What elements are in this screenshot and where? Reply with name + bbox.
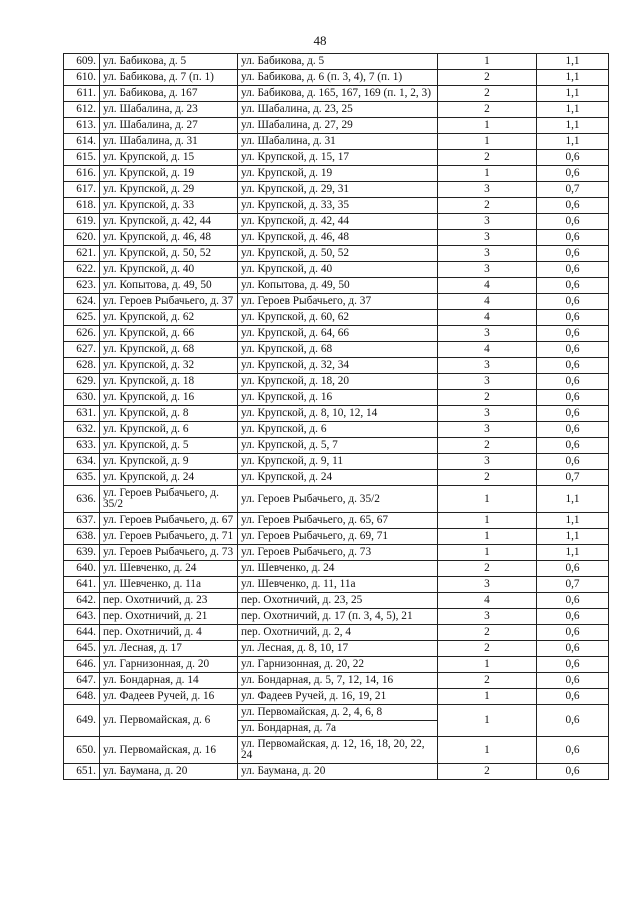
row-number: 620. — [64, 230, 100, 246]
row-number: 636. — [64, 486, 100, 513]
table-row — [64, 342, 609, 358]
row-number: 609. — [64, 54, 100, 70]
site-address: ул. Шабалина, д. 31 — [100, 134, 238, 150]
row-number: 640. — [64, 561, 100, 577]
count-value: 2 — [438, 673, 537, 689]
coefficient-value: 1,1 — [537, 70, 609, 86]
site-address: ул. Крупской, д. 66 — [100, 326, 238, 342]
count-value: 2 — [438, 70, 537, 86]
count-value: 3 — [438, 577, 537, 593]
row-number: 650. — [64, 737, 100, 764]
row-number: 649. — [64, 705, 100, 737]
site-address: ул. Крупской, д. 19 — [100, 166, 238, 182]
table-row — [64, 545, 609, 561]
table-row — [64, 513, 609, 529]
served-houses: ул. Героев Рыбачьего, д. 35/2 — [238, 486, 438, 513]
count-value: 4 — [438, 593, 537, 609]
page-number: 48 — [313, 33, 327, 48]
site-address: ул. Копытова, д. 49, 50 — [100, 278, 238, 294]
site-address: ул. Шабалина, д. 27 — [100, 118, 238, 134]
row-number: 641. — [64, 577, 100, 593]
count-value: 3 — [438, 230, 537, 246]
coefficient-value: 1,1 — [537, 529, 609, 545]
coefficient-value: 0,6 — [537, 310, 609, 326]
row-number: 629. — [64, 374, 100, 390]
served-houses: пер. Охотничий, д. 2, 4 — [238, 625, 438, 641]
served-houses-entry: ул. Первомайская, д. 2, 4, 6, 8 — [241, 706, 383, 718]
row-number: 630. — [64, 390, 100, 406]
site-address: ул. Фадеев Ручей, д. 16 — [100, 689, 238, 705]
coefficient-value: 0,6 — [537, 230, 609, 246]
table-row — [64, 374, 609, 390]
site-address: ул. Шевченко, д. 11а — [100, 577, 238, 593]
site-address: ул. Крупской, д. 18 — [100, 374, 238, 390]
coefficient-value: 0,6 — [537, 609, 609, 625]
table-row — [64, 326, 609, 342]
row-number: 621. — [64, 246, 100, 262]
served-houses: ул. Крупской, д. 33, 35 — [238, 198, 438, 214]
site-address: ул. Бондарная, д. 14 — [100, 673, 238, 689]
row-number: 644. — [64, 625, 100, 641]
site-address: ул. Крупской, д. 32 — [100, 358, 238, 374]
row-number: 615. — [64, 150, 100, 166]
site-address: ул. Баумана, д. 20 — [100, 764, 238, 780]
served-houses: ул. Первомайская, д. 12, 16, 18, 20, 22, 24 — [238, 737, 438, 764]
coefficient-value: 0,6 — [537, 278, 609, 294]
count-value: 3 — [438, 214, 537, 230]
row-number: 616. — [64, 166, 100, 182]
count-value: 2 — [438, 86, 537, 102]
count-value: 2 — [438, 390, 537, 406]
count-value: 1 — [438, 166, 537, 182]
coefficient-value: 0,6 — [537, 390, 609, 406]
row-number: 632. — [64, 422, 100, 438]
row-number: 614. — [64, 134, 100, 150]
served-houses: ул. Крупской, д. 40 — [238, 262, 438, 278]
served-houses: ул. Крупской, д. 16 — [238, 390, 438, 406]
coefficient-value: 0,6 — [537, 641, 609, 657]
row-number: 624. — [64, 294, 100, 310]
count-value: 1 — [438, 529, 537, 545]
site-address: ул. Героев Рыбачьего, д. 35/2 — [100, 486, 238, 513]
site-address: ул. Крупской, д. 15 — [100, 150, 238, 166]
count-value: 1 — [438, 486, 537, 513]
row-number: 639. — [64, 545, 100, 561]
served-houses: ул. Бабикова, д. 5 — [238, 54, 438, 70]
served-houses-entry: ул. Бондарная, д. 7а — [238, 720, 437, 736]
coefficient-value: 0,6 — [537, 737, 609, 764]
count-value: 2 — [438, 470, 537, 486]
coefficient-value: 0,6 — [537, 593, 609, 609]
table-row — [64, 689, 609, 705]
count-value: 2 — [438, 561, 537, 577]
site-address: ул. Крупской, д. 46, 48 — [100, 230, 238, 246]
served-houses: ул. Героев Рыбачьего, д. 65, 67 — [238, 513, 438, 529]
served-houses: ул. Героев Рыбачьего, д. 37 — [238, 294, 438, 310]
row-number: 638. — [64, 529, 100, 545]
served-houses: ул. Бабикова, д. 165, 167, 169 (п. 1, 2, 3) — [238, 86, 438, 102]
served-houses: ул. Крупской, д. 15, 17 — [238, 150, 438, 166]
table-row — [64, 214, 609, 230]
site-address: ул. Первомайская, д. 6 — [100, 705, 238, 737]
count-value: 3 — [438, 609, 537, 625]
row-number: 642. — [64, 593, 100, 609]
table-row — [64, 230, 609, 246]
served-houses: ул. Копытова, д. 49, 50 — [238, 278, 438, 294]
count-value: 2 — [438, 150, 537, 166]
coefficient-value: 0,6 — [537, 625, 609, 641]
row-number: 633. — [64, 438, 100, 454]
served-houses: ул. Шабалина, д. 27, 29 — [238, 118, 438, 134]
site-address: пер. Охотничий, д. 23 — [100, 593, 238, 609]
site-address: ул. Героев Рыбачьего, д. 67 — [100, 513, 238, 529]
served-houses: ул. Крупской, д. 24 — [238, 470, 438, 486]
table-row — [64, 593, 609, 609]
coefficient-value: 0,7 — [537, 470, 609, 486]
count-value: 1 — [438, 705, 537, 737]
count-value: 1 — [438, 134, 537, 150]
table-row — [64, 673, 609, 689]
table-row — [64, 262, 609, 278]
count-value: 4 — [438, 294, 537, 310]
table-row — [64, 486, 609, 513]
address-table-body — [64, 54, 609, 780]
table-row — [64, 577, 609, 593]
site-address: ул. Бабикова, д. 167 — [100, 86, 238, 102]
row-number: 613. — [64, 118, 100, 134]
served-houses: ул. Героев Рыбачьего, д. 73 — [238, 545, 438, 561]
served-houses: ул. Крупской, д. 64, 66 — [238, 326, 438, 342]
row-number: 648. — [64, 689, 100, 705]
site-address: пер. Охотничий, д. 4 — [100, 625, 238, 641]
coefficient-value: 0,6 — [537, 342, 609, 358]
served-houses: ул. Крупской, д. 50, 52 — [238, 246, 438, 262]
coefficient-value: 1,1 — [537, 545, 609, 561]
row-number: 611. — [64, 86, 100, 102]
count-value: 3 — [438, 454, 537, 470]
row-number: 635. — [64, 470, 100, 486]
table-row — [64, 737, 609, 764]
served-houses: ул. Гарнизонная, д. 20, 22 — [238, 657, 438, 673]
table-row — [64, 118, 609, 134]
coefficient-value: 0,6 — [537, 214, 609, 230]
served-houses: пер. Охотничий, д. 17 (п. 3, 4, 5), 21 — [238, 609, 438, 625]
count-value: 3 — [438, 326, 537, 342]
site-address: ул. Крупской, д. 50, 52 — [100, 246, 238, 262]
coefficient-value: 0,6 — [537, 358, 609, 374]
row-number: 647. — [64, 673, 100, 689]
coefficient-value: 0,6 — [537, 246, 609, 262]
coefficient-value: 0,6 — [537, 294, 609, 310]
served-houses: ул. Крупской, д. 42, 44 — [238, 214, 438, 230]
coefficient-value: 0,6 — [537, 657, 609, 673]
coefficient-value: 0,6 — [537, 406, 609, 422]
row-number: 627. — [64, 342, 100, 358]
site-address: ул. Крупской, д. 8 — [100, 406, 238, 422]
served-houses: ул. Бондарная, д. 5, 7, 12, 14, 16 — [238, 673, 438, 689]
row-number: 631. — [64, 406, 100, 422]
site-address: ул. Бабикова, д. 7 (п. 1) — [100, 70, 238, 86]
coefficient-value: 0,6 — [537, 705, 609, 737]
row-number: 610. — [64, 70, 100, 86]
served-houses: ул. Крупской, д. 29, 31 — [238, 182, 438, 198]
count-value: 3 — [438, 358, 537, 374]
row-number: 625. — [64, 310, 100, 326]
table-row — [64, 278, 609, 294]
row-number: 612. — [64, 102, 100, 118]
coefficient-value: 1,1 — [537, 486, 609, 513]
count-value: 2 — [438, 625, 537, 641]
coefficient-value: 1,1 — [537, 134, 609, 150]
table-row — [64, 54, 609, 70]
row-number: 637. — [64, 513, 100, 529]
table-row — [64, 561, 609, 577]
site-address: ул. Крупской, д. 62 — [100, 310, 238, 326]
table-row — [64, 70, 609, 86]
count-value: 3 — [438, 262, 537, 278]
site-address: ул. Крупской, д. 42, 44 — [100, 214, 238, 230]
served-houses: ул. Бабикова, д. 6 (п. 3, 4), 7 (п. 1) — [238, 70, 438, 86]
site-address: ул. Гарнизонная, д. 20 — [100, 657, 238, 673]
table-row — [64, 705, 609, 737]
row-number: 626. — [64, 326, 100, 342]
served-houses: ул. Лесная, д. 8, 10, 17 — [238, 641, 438, 657]
row-number: 617. — [64, 182, 100, 198]
served-houses: ул. Крупской, д. 5, 7 — [238, 438, 438, 454]
served-houses: ул. Крупской, д. 32, 34 — [238, 358, 438, 374]
row-number: 651. — [64, 764, 100, 780]
table-row — [64, 529, 609, 545]
coefficient-value: 0,6 — [537, 438, 609, 454]
table-row — [64, 764, 609, 780]
count-value: 4 — [438, 310, 537, 326]
site-address: ул. Крупской, д. 6 — [100, 422, 238, 438]
coefficient-value: 1,1 — [537, 54, 609, 70]
served-houses: ул. Крупской, д. 60, 62 — [238, 310, 438, 326]
coefficient-value: 0,6 — [537, 454, 609, 470]
site-address: ул. Крупской, д. 29 — [100, 182, 238, 198]
coefficient-value: 0,6 — [537, 689, 609, 705]
row-number: 645. — [64, 641, 100, 657]
count-value: 3 — [438, 182, 537, 198]
table-row — [64, 625, 609, 641]
coefficient-value: 0,6 — [537, 326, 609, 342]
site-address: ул. Крупской, д. 24 — [100, 470, 238, 486]
table-row — [64, 198, 609, 214]
address-table — [63, 53, 609, 780]
table-row — [64, 310, 609, 326]
coefficient-value: 0,6 — [537, 561, 609, 577]
coefficient-value: 0,7 — [537, 577, 609, 593]
count-value: 3 — [438, 406, 537, 422]
coefficient-value: 0,6 — [537, 422, 609, 438]
table-row — [64, 422, 609, 438]
coefficient-value: 0,6 — [537, 198, 609, 214]
served-houses: ул. Шабалина, д. 31 — [238, 134, 438, 150]
table-row — [64, 609, 609, 625]
coefficient-value: 1,1 — [537, 118, 609, 134]
site-address: ул. Героев Рыбачьего, д. 73 — [100, 545, 238, 561]
count-value: 1 — [438, 689, 537, 705]
row-number: 643. — [64, 609, 100, 625]
coefficient-value: 1,1 — [537, 513, 609, 529]
count-value: 4 — [438, 278, 537, 294]
coefficient-value: 0,6 — [537, 374, 609, 390]
count-value: 2 — [438, 102, 537, 118]
site-address: ул. Героев Рыбачьего, д. 37 — [100, 294, 238, 310]
count-value: 3 — [438, 374, 537, 390]
site-address: ул. Бабикова, д. 5 — [100, 54, 238, 70]
coefficient-value: 0,6 — [537, 673, 609, 689]
table-row — [64, 86, 609, 102]
row-number: 622. — [64, 262, 100, 278]
table-row — [64, 166, 609, 182]
site-address: ул. Героев Рыбачьего, д. 71 — [100, 529, 238, 545]
coefficient-value: 0,6 — [537, 764, 609, 780]
count-value: 1 — [438, 513, 537, 529]
table-row — [64, 294, 609, 310]
count-value: 1 — [438, 657, 537, 673]
site-address: ул. Крупской, д. 5 — [100, 438, 238, 454]
site-address: ул. Первомайская, д. 16 — [100, 737, 238, 764]
served-houses: ул. Фадеев Ручей, д. 16, 19, 21 — [238, 689, 438, 705]
table-row — [64, 406, 609, 422]
site-address: пер. Охотничий, д. 21 — [100, 609, 238, 625]
served-houses: ул. Крупской, д. 8, 10, 12, 14 — [238, 406, 438, 422]
site-address: ул. Крупской, д. 68 — [100, 342, 238, 358]
count-value: 1 — [438, 545, 537, 561]
site-address: ул. Шевченко, д. 24 — [100, 561, 238, 577]
served-houses: ул. Крупской, д. 68 — [238, 342, 438, 358]
table-row — [64, 134, 609, 150]
count-value: 2 — [438, 198, 537, 214]
count-value: 4 — [438, 342, 537, 358]
coefficient-value: 0,6 — [537, 262, 609, 278]
coefficient-value: 1,1 — [537, 102, 609, 118]
site-address: ул. Крупской, д. 16 — [100, 390, 238, 406]
served-houses: ул. Шевченко, д. 11, 11а — [238, 577, 438, 593]
served-houses: ул. Шевченко, д. 24 — [238, 561, 438, 577]
served-houses: ул. Крупской, д. 6 — [238, 422, 438, 438]
count-value: 1 — [438, 54, 537, 70]
count-value: 2 — [438, 764, 537, 780]
served-houses-cell — [238, 705, 438, 737]
coefficient-value: 0,7 — [537, 182, 609, 198]
coefficient-value: 0,6 — [537, 150, 609, 166]
row-number: 619. — [64, 214, 100, 230]
table-row — [64, 438, 609, 454]
count-value: 3 — [438, 422, 537, 438]
row-number: 646. — [64, 657, 100, 673]
served-houses: ул. Крупской, д. 18, 20 — [238, 374, 438, 390]
count-value: 2 — [438, 641, 537, 657]
row-number: 628. — [64, 358, 100, 374]
site-address: ул. Крупской, д. 33 — [100, 198, 238, 214]
table-row — [64, 657, 609, 673]
served-houses: ул. Шабалина, д. 23, 25 — [238, 102, 438, 118]
count-value: 1 — [438, 737, 537, 764]
count-value: 1 — [438, 118, 537, 134]
served-houses: ул. Крупской, д. 19 — [238, 166, 438, 182]
served-houses: ул. Баумана, д. 20 — [238, 764, 438, 780]
table-row — [64, 390, 609, 406]
table-row — [64, 641, 609, 657]
table-row — [64, 150, 609, 166]
site-address: ул. Лесная, д. 17 — [100, 641, 238, 657]
coefficient-value: 0,6 — [537, 166, 609, 182]
table-row — [64, 454, 609, 470]
table-row — [64, 102, 609, 118]
row-number: 623. — [64, 278, 100, 294]
served-houses: ул. Крупской, д. 9, 11 — [238, 454, 438, 470]
coefficient-value: 1,1 — [537, 86, 609, 102]
table-row — [64, 358, 609, 374]
table-row — [64, 470, 609, 486]
site-address: ул. Крупской, д. 40 — [100, 262, 238, 278]
served-houses: ул. Героев Рыбачьего, д. 69, 71 — [238, 529, 438, 545]
served-houses: ул. Крупской, д. 46, 48 — [238, 230, 438, 246]
table-row — [64, 246, 609, 262]
row-number: 618. — [64, 198, 100, 214]
row-number: 634. — [64, 454, 100, 470]
site-address: ул. Крупской, д. 9 — [100, 454, 238, 470]
count-value: 2 — [438, 438, 537, 454]
served-houses: пер. Охотничий, д. 23, 25 — [238, 593, 438, 609]
site-address: ул. Шабалина, д. 23 — [100, 102, 238, 118]
count-value: 3 — [438, 246, 537, 262]
table-row — [64, 182, 609, 198]
